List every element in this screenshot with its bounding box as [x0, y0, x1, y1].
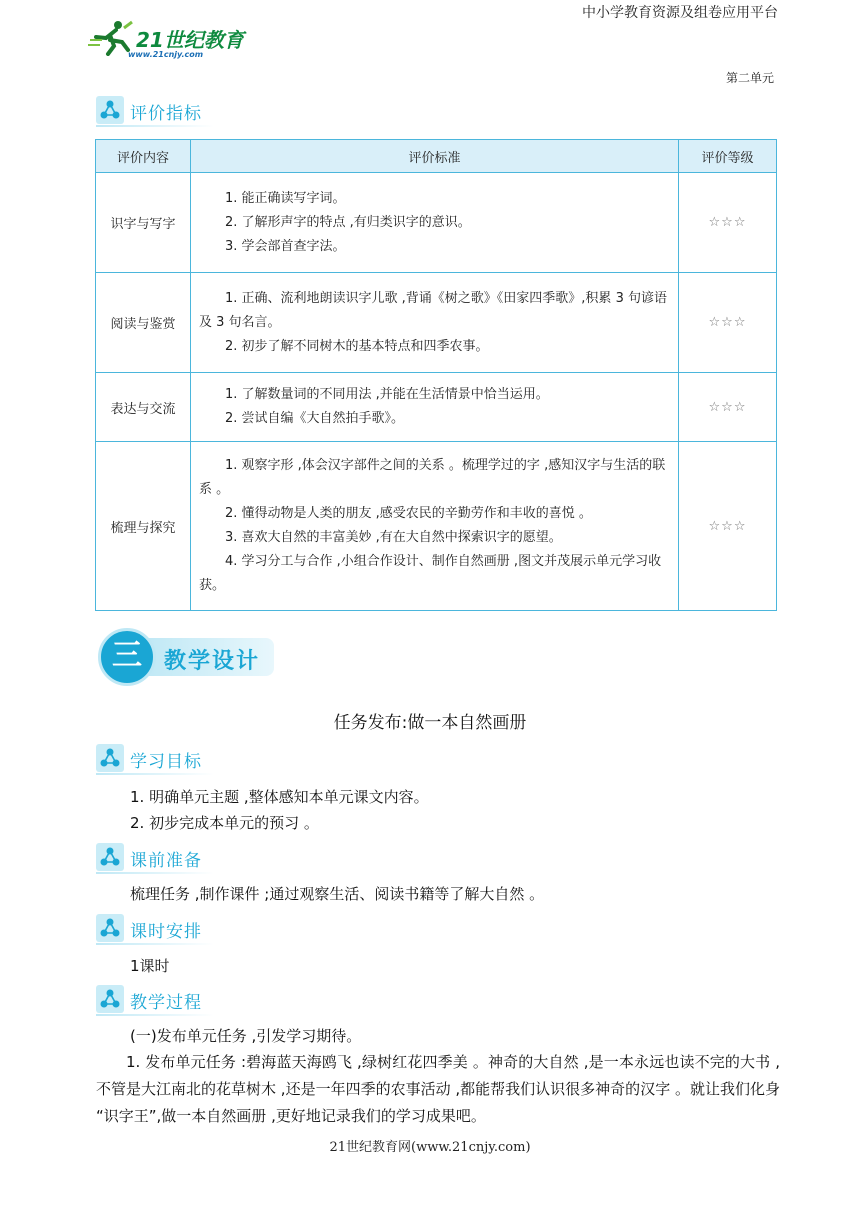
- eval-content: 梳理与探究: [96, 442, 191, 611]
- standard-item: 2. 了解形声字的特点 ,有归类识字的意识。: [225, 214, 471, 230]
- standard-item: 2. 懂得动物是人类的朋友 ,感受农民的辛勤劳作和丰收的喜悦 。: [225, 506, 592, 521]
- page-footer: 21世纪教育网(www.21cnjy.com): [329, 1140, 531, 1155]
- section-number-badge: 三: [98, 628, 156, 686]
- column-header: 评价标准: [191, 140, 679, 173]
- unit-label: 第二单元: [725, 71, 774, 85]
- standard-item: 4. 学习分工与合作 ,小组合作设计、制作自然画册 ,图文并茂展示单元学习收获。: [199, 554, 662, 593]
- eval-grade: ☆☆☆: [679, 173, 777, 273]
- goal-item: 2. 初步完成本单元的预习 。: [130, 814, 319, 832]
- prep-text: 梳理任务 ,制作课件 ;通过观察生活、阅读书籍等了解大自然 。: [130, 885, 545, 903]
- network-icon: [96, 985, 124, 1013]
- section-header-schedule: [96, 914, 226, 944]
- task-title: 任务发布:做一本自然画册: [333, 713, 527, 733]
- logo-url: www.21cnjy.com: [128, 50, 204, 59]
- standard-item: 1. 能正确读写字词。: [225, 190, 346, 206]
- section-title: 学习目标: [130, 752, 202, 772]
- column-header: 评价内容: [96, 140, 191, 173]
- process-step: (一)发布单元任务 ,引发学习期待。: [130, 1027, 362, 1045]
- logo-text: 21世纪教育: [136, 28, 244, 52]
- network-icon: [96, 843, 124, 871]
- platform-name: 中小学教育资源及组卷应用平台: [582, 5, 778, 21]
- section-title: 课前准备: [130, 851, 202, 871]
- section-header-goals: [96, 744, 226, 774]
- section-header-eval: [96, 96, 226, 126]
- table-row: [96, 273, 777, 373]
- section-header-prep: [96, 843, 226, 873]
- eval-grade: ☆☆☆: [679, 442, 777, 611]
- standard-item: 3. 喜欢大自然的丰富美妙 ,有在大自然中探索识字的愿望。: [225, 530, 562, 545]
- standard-item: 3. 学会部首查字法。: [225, 238, 346, 254]
- table-row: [96, 373, 777, 442]
- section-title: 课时安排: [130, 922, 202, 942]
- table-header-row: [96, 140, 777, 173]
- standard-item: 2. 初步了解不同树木的基本特点和四季农事。: [225, 338, 489, 354]
- network-icon: [96, 744, 124, 772]
- goal-item: 1. 明确单元主题 ,整体感知本单元课文内容。: [130, 788, 429, 806]
- standard-item: 2. 尝试自编《大自然拍手歌》。: [225, 411, 405, 426]
- eval-standard: [191, 273, 679, 373]
- section-underline: [96, 125, 214, 127]
- teaching-design-header: [94, 624, 284, 692]
- eval-standard: [191, 373, 679, 442]
- section-underline: [96, 773, 214, 775]
- eval-grade: ☆☆☆: [679, 373, 777, 442]
- site-logo: [88, 16, 258, 62]
- eval-content: 阅读与鉴赏: [96, 273, 191, 373]
- section-underline: [96, 943, 214, 945]
- process-paragraph: 1. 发布单元任务 :碧海蓝天海鸥飞 ,绿树红花四季美 。神奇的大自然 ,是一本永远也读不完的大书 ,不管是大江南北的花草树木 ,还是一年四季的农事活动 ,都能帮我们认识很多神奇的汉字 。就让我们化身 “识字王”,做一本自然画册 ,更好地记录我们的学习成果吧。: [96, 1053, 780, 1125]
- network-icon: [96, 96, 124, 124]
- table-row: [96, 173, 777, 273]
- eval-content: 识字与写字: [96, 173, 191, 273]
- eval-standard: [191, 442, 679, 611]
- evaluation-table: [95, 139, 777, 611]
- standard-item: 1. 正确、流利地朗读识字儿歌 ,背诵《树之歌》《田家四季歌》,积累 3 句谚语及 3 句名言。: [199, 290, 667, 330]
- eval-grade: ☆☆☆: [679, 273, 777, 373]
- column-header: 评价等级: [679, 140, 777, 173]
- section-header-process: [96, 985, 226, 1015]
- eval-content: 表达与交流: [96, 373, 191, 442]
- section-underline: [96, 872, 214, 874]
- section-underline: [96, 1014, 214, 1016]
- eval-standard: [191, 173, 679, 273]
- network-icon: [96, 914, 124, 942]
- teaching-design-title: 教学设计: [164, 649, 261, 674]
- section-title: 评价指标: [130, 104, 202, 124]
- table-row: [96, 442, 777, 611]
- standard-item: 1. 观察字形 ,体会汉字部件之间的关系 。梳理学过的字 ,感知汉字与生活的联系 。: [199, 458, 666, 497]
- standard-item: 1. 了解数量词的不同用法 ,并能在生活情景中恰当运用。: [225, 387, 549, 402]
- schedule-text: 1课时: [130, 957, 170, 975]
- section-title: 教学过程: [130, 993, 202, 1013]
